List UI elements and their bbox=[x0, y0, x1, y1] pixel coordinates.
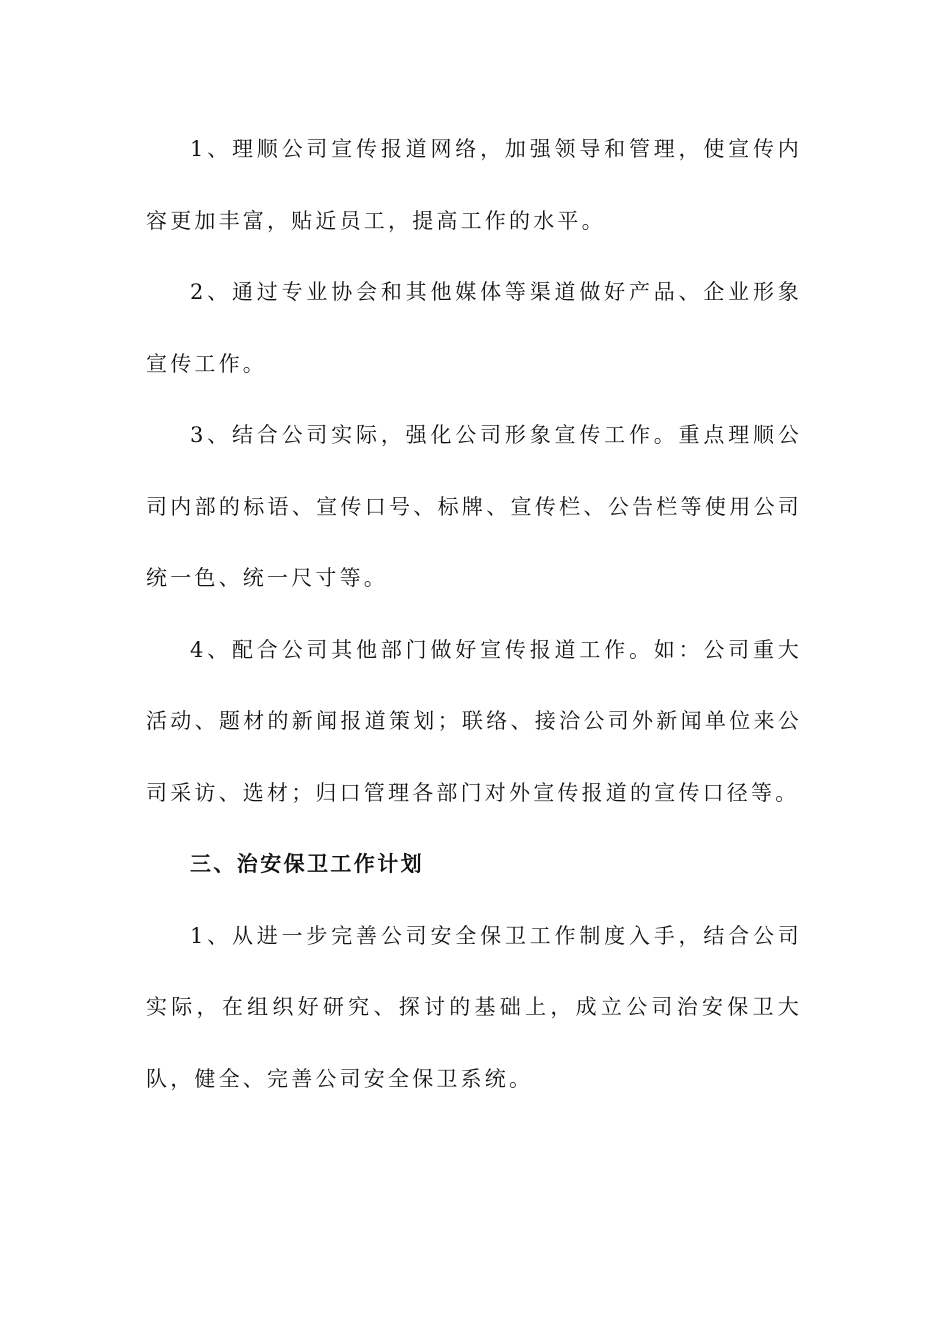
paragraph-department-coordination: 4、配合公司其他部门做好宣传报道工作。如：公司重大活动、题材的新闻报道策划；联络、接洽公司外新闻单位来公司采访、选材；归口管理各部门对外宣传报道的宣传口径等。 bbox=[146, 637, 802, 805]
section-heading-security-plan: 三、治安保卫工作计划 bbox=[190, 852, 424, 876]
paragraph-corporate-image: 3、结合公司实际，强化公司形象宣传工作。重点理顺公司内部的标语、宣传口号、标牌、宣传栏、公告栏等使用公司统一色、统一尺寸等。 bbox=[146, 423, 802, 590]
paragraph-security-system: 1、从进一步完善公司安全保卫工作制度入手，结合公司实际，在组织好研究、探讨的基础上，成立公司治安保卫大队，健全、完善公司安全保卫系统。 bbox=[146, 923, 802, 1091]
document-body bbox=[146, 114, 802, 1115]
paragraph-publicity-network: 1、理顺公司宣传报道网络，加强领导和管理，使宣传内容更加丰富，贴近员工，提高工作的水平。 bbox=[146, 137, 802, 233]
paragraph-media-channels: 2、通过专业协会和其他媒体等渠道做好产品、企业形象宣传工作。 bbox=[146, 280, 802, 376]
